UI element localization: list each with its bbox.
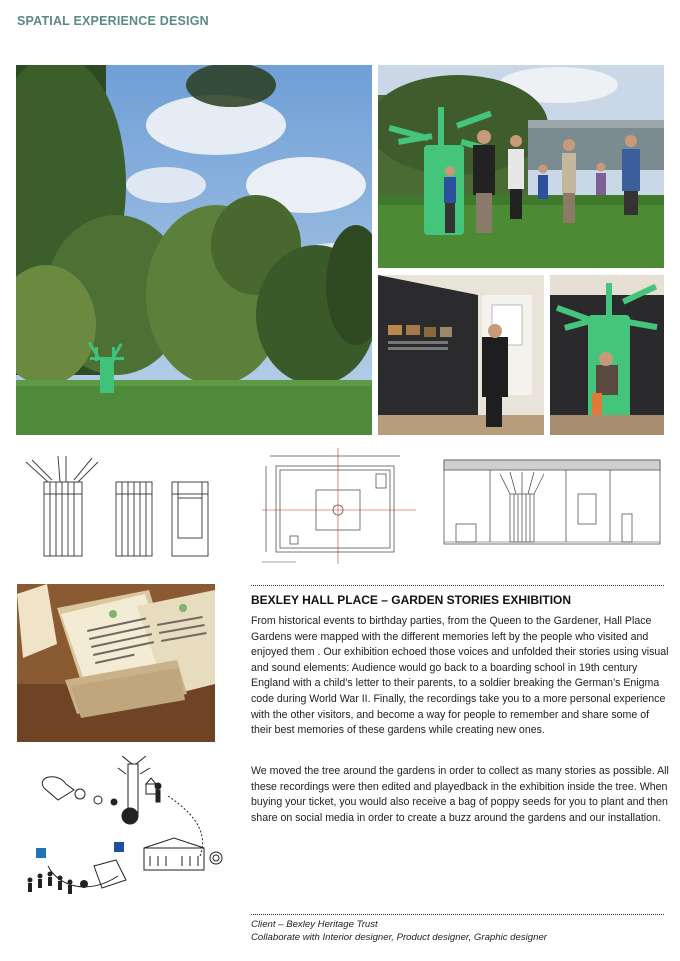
- story-journey-diagram: [18, 756, 240, 906]
- project-description-1: From historical events to birthday parties, from the Queen to the Gardener, Hall Place Gardens were mapped with the different memories left by the people who visited and enjoyed them . Our exhibition echoed those voices and unfolded their stories using visual and sound elements: Audience would go back to a boarding school in 19th century England with a child’s letter to their parents, to a soldier breaking the German’s Enigma code during World War II. Finally, the recordings take you to a more personal experience with the other visitors, and become a way for people to remember and share some of their best memories of these gardens while creating new ones.: [251, 615, 669, 737]
- booklets-photo: [17, 584, 215, 742]
- exhibition-room-photo: [378, 275, 544, 435]
- floor-plan-drawing: [256, 444, 422, 568]
- tree-elevation-drawings: [18, 452, 230, 560]
- park-tree-photo: [16, 65, 372, 435]
- collaborators-credit: Collaborate with Interior designer, Product designer, Graphic designer: [251, 932, 547, 943]
- section-drawing: [440, 454, 664, 550]
- page-title: SPATIAL EXPERIENCE DESIGN: [17, 14, 209, 28]
- divider-bottom: [251, 914, 664, 915]
- woman-in-tree-photo: [550, 275, 664, 435]
- visitors-tree-photo: [378, 65, 664, 268]
- project-description-2: We moved the tree around the gardens in order to collect as many stories as possible. All these recordings were then edited and playedback in the exhibition inside the tree. When buying your ticket, you would also receive a bag of poppy seeds for you to plant and then share on social media in order to create a buzz around the gardens and our installation.: [251, 765, 669, 824]
- divider-top: [251, 585, 664, 586]
- client-credit: Client – Bexley Heritage Trust: [251, 919, 378, 930]
- project-title: BEXLEY HALL PLACE – GARDEN STORIES EXHIBITION: [251, 593, 572, 607]
